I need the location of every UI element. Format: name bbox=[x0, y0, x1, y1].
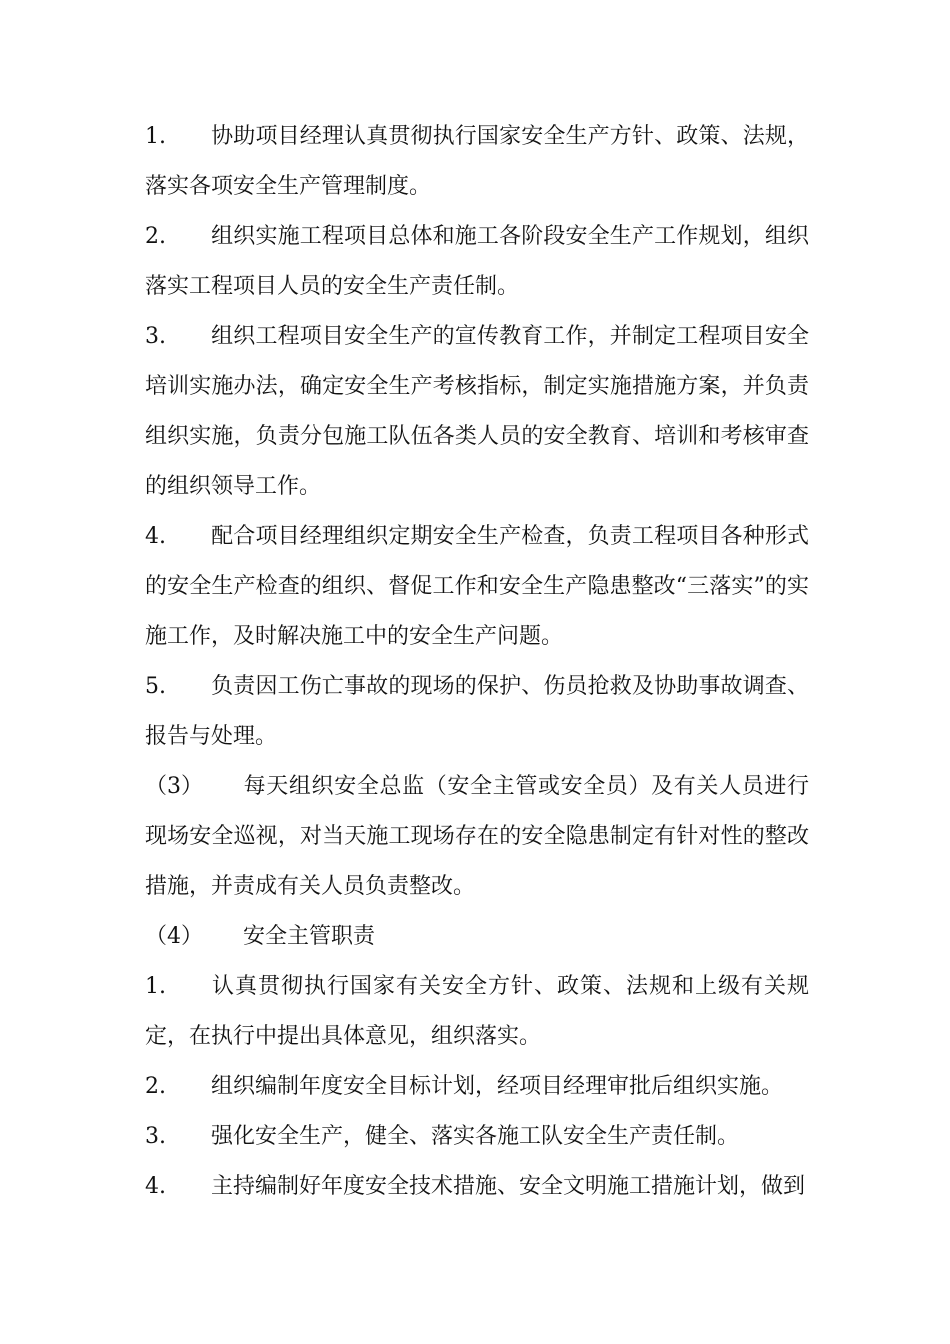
section-text: 每天组织安全总监（安全主管或安全员）及有关人员进行现场安全巡视，对当天施工现场存在的安全隐患制定有针对性的整改措施，并责成有关人员负责整改。 bbox=[145, 774, 809, 899]
section-paragraph bbox=[145, 762, 809, 912]
item-number: 5. bbox=[145, 674, 166, 699]
item-text: 配合项目经理组织定期安全生产检查，负责工程项目各种形式的安全生产检查的组织、督促工作和安全生产隐患整改“三落实”的实施工作，及时解决施工中的安全生产问题。 bbox=[145, 524, 809, 649]
list-item bbox=[145, 1062, 809, 1112]
item-text: 强化安全生产，健全、落实各施工队安全生产责任制。 bbox=[211, 1124, 740, 1149]
item-number: 1. bbox=[145, 124, 166, 149]
list-item bbox=[145, 312, 809, 512]
section-number: （4） bbox=[145, 924, 203, 949]
list-item bbox=[145, 1112, 809, 1162]
section-number: （3） bbox=[145, 774, 203, 799]
item-number: 2. bbox=[145, 1074, 166, 1099]
item-text: 负责因工伤亡事故的现场的保护、伤员抢救及协助事故调查、报告与处理。 bbox=[145, 674, 809, 749]
item-number: 1. bbox=[145, 974, 166, 999]
list-item bbox=[145, 962, 809, 1062]
section-title: 安全主管职责 bbox=[243, 924, 376, 949]
item-text: 主持编制好年度安全技术措施、安全文明施工措施计划，做到 bbox=[211, 1174, 806, 1199]
item-text: 协助项目经理认真贯彻执行国家安全生产方针、政策、法规，落实各项安全生产管理制度。 bbox=[145, 124, 809, 199]
item-number: 3. bbox=[145, 324, 166, 349]
item-number: 2. bbox=[145, 224, 166, 249]
item-text: 组织工程项目安全生产的宣传教育工作，并制定工程项目安全培训实施办法，确定安全生产考核指标，制定实施措施方案，并负责组织实施，负责分包施工队伍各类人员的安全教育、培训和考核审查的组织领导工作。 bbox=[145, 324, 809, 499]
item-number: 4. bbox=[145, 1174, 166, 1199]
list-item bbox=[145, 1162, 809, 1212]
item-text: 认真贯彻执行国家有关安全方针、政策、法规和上级有关规定，在执行中提出具体意见，组织落实。 bbox=[145, 974, 809, 1049]
section-heading bbox=[145, 912, 809, 962]
item-number: 3. bbox=[145, 1124, 166, 1149]
item-text: 组织实施工程项目总体和施工各阶段安全生产工作规划，组织落实工程项目人员的安全生产责任制。 bbox=[145, 224, 809, 299]
document-body bbox=[145, 112, 809, 1212]
list-item bbox=[145, 662, 809, 762]
list-item bbox=[145, 512, 809, 662]
item-number: 4. bbox=[145, 524, 166, 549]
list-item bbox=[145, 112, 809, 212]
item-text: 组织编制年度安全目标计划，经项目经理审批后组织实施。 bbox=[211, 1074, 784, 1099]
list-item bbox=[145, 212, 809, 312]
